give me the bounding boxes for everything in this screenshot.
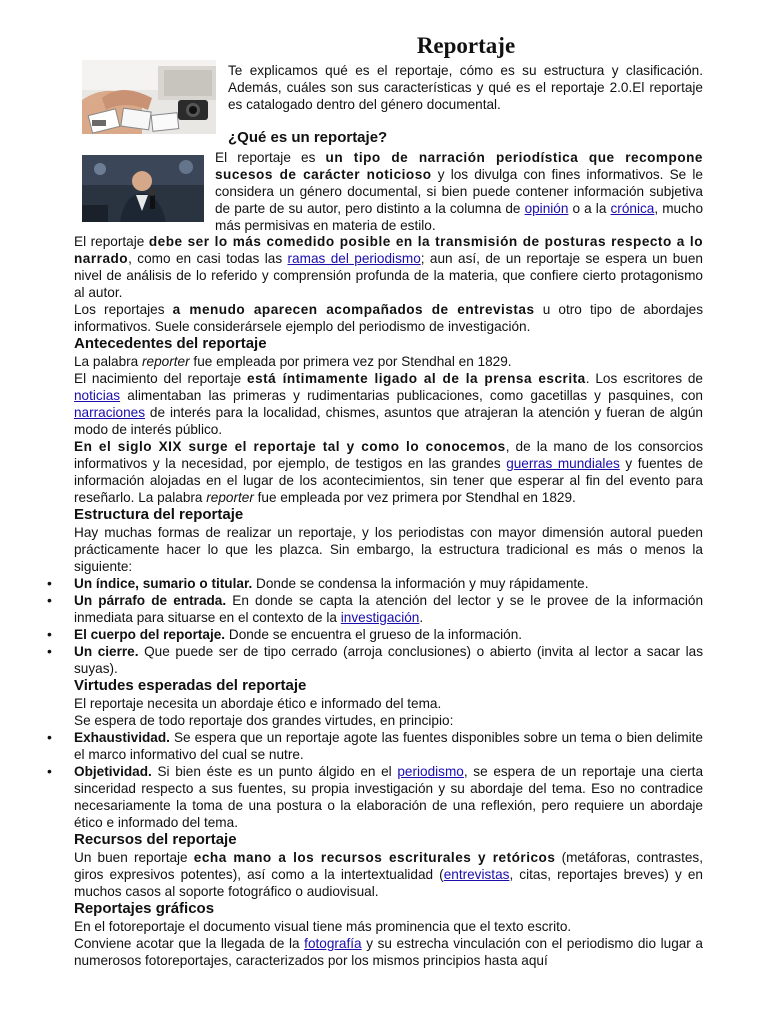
text-run: alimentaban las primeras y rudimentarias publicaciones, como gacetillas y pasquines, con (120, 388, 703, 403)
text-run: y fuentes de información alojadas en el lugar de los acontecimientos, sin tener que esperar al fin del evento para reseñarlo. La palabra (74, 456, 703, 505)
text-run: ; aun así, de un reportaje se espera un buen nivel de análisis de lo referido y comprensión profunda de la materia, que confiere cierto protagonismo al autor. (74, 251, 703, 300)
intro-paragraph (228, 62, 703, 113)
text-run: y su estrecha vinculación con el periodismo dio lugar a numerosos fotoreportajes, caracterizados por los mismos principios hasta aquí (74, 936, 703, 968)
document-title: Reportaje (416, 33, 516, 58)
text-run: Los reportajes (74, 302, 173, 317)
bold-text: debe ser lo más comedido posible en la transmisión de posturas respecto a lo narrado (74, 234, 703, 266)
paragraph-estructura: Hay muchas formas de realizar un reportaje, y los periodistas con mayor dimensión autoral pueden prácticamente hacer lo que les plazca. Sin embargo, la estructura tradicional es más o menos la siguiente: (74, 525, 703, 574)
main-content (74, 233, 703, 969)
link-guerras-mundiales[interactable]: guerras mundiales (506, 456, 620, 471)
list-item (74, 626, 703, 643)
italic-text: reporter (206, 490, 254, 505)
bold-text: Objetividad. (74, 764, 152, 779)
paragraph-virtudes: Se espera de todo reportaje dos grandes virtudes, en principio: (74, 713, 454, 728)
paragraph-nacimiento (74, 370, 703, 438)
paragraph-transmision (74, 233, 703, 301)
text-run: Que puede ser de tipo cerrado (arroja conclusiones) o abierto (invita al lector a sacar las suyas). (74, 644, 703, 676)
bold-text: En el siglo XIX surge el reportaje tal y como lo conocemos (74, 439, 506, 454)
text-run: Un buen reportaje (74, 850, 194, 865)
heading-virtudes: Virtudes esperadas del reportaje (74, 677, 307, 694)
link-cronica[interactable]: crónica (610, 201, 655, 216)
text-run: La palabra (74, 354, 143, 369)
reporter-microphone-image (82, 155, 204, 222)
text-run: (metáforas, contrastes, giros expresivos potentes), así como a la intertextualidad ( (74, 850, 703, 882)
text-run: fue empleada por vez primera por Stendhal en 1829. (253, 490, 576, 505)
bold-text: echa mano a los recursos escriturales y retóricos (193, 850, 556, 865)
text-run: , se espera de un reportaje una cierta sinceridad respecto a sus fuentes, su propia investigación y su abordaje del tema. Eso no contradice necesariamente la toma de una postura o la elaboración de una reflexión, pero requiere un abordaje ético e informado del tema. (74, 764, 704, 830)
paragraph-recursos (74, 849, 703, 900)
link-ramas-periodismo[interactable]: ramas del periodismo (287, 251, 421, 266)
text-run: Si bien éste es un punto álgido en el (151, 764, 398, 779)
virtues-list (74, 729, 703, 831)
list-item (74, 763, 703, 831)
list-item (74, 729, 703, 763)
bold-text: Un párrafo de entrada. (74, 593, 227, 608)
text-run: El reportaje es (215, 150, 326, 165)
link-fotografia[interactable]: fotografía (304, 936, 362, 951)
bold-text: Exhaustividad. (74, 730, 170, 745)
paragraph-fotoreportaje: En el fotoreportaje el documento visual tiene más prominencia que el texto escrito. (74, 919, 572, 934)
bold-text: Un cierre. (74, 644, 139, 659)
text-run: Conviene acotar que la llegada de la (74, 936, 305, 951)
text-run: . Los escritores de (585, 371, 703, 386)
bold-text: Un índice, sumario o titular. (74, 576, 253, 591)
text-run: , mucho más permisivas en materia de estilo. (215, 201, 704, 233)
paragraph-etico: El reportaje necesita un abordaje ético e informado del tema. (74, 696, 442, 711)
list-item (74, 643, 703, 677)
link-noticias[interactable]: noticias (74, 388, 121, 403)
photographer-desk-image (82, 60, 216, 134)
heading-graficos: Reportajes gráficos (74, 900, 215, 917)
intro-text: Te explicamos qué es el reportaje, cómo es su estructura y clasificación. Además, cuáles son sus características y qué es el reportaje 2.0.El reportaje es catalogado dentro del género documental. (228, 63, 703, 112)
bold-text: un tipo de narración periodística que recompone sucesos de carácter noticioso (215, 150, 703, 182)
text-run: Donde se encuentra el grueso de la información. (225, 627, 523, 642)
heading-antecedentes: Antecedentes del reportaje (74, 335, 267, 352)
text-run: de interés para la localidad, chismes, asuntos que atrajeran la atención y fueran de algún modo de interés público. (74, 405, 703, 437)
text-run: Donde se condensa la información y muy rápidamente. (252, 576, 589, 591)
heading-estructura: Estructura del reportaje (74, 506, 244, 523)
heading-recursos: Recursos del reportaje (74, 831, 237, 848)
structure-list (74, 575, 703, 677)
link-periodismo[interactable]: periodismo (397, 764, 464, 779)
text-run: , como en casi todas las (128, 251, 288, 266)
text-run: El reportaje (74, 234, 149, 249)
paragraph-definicion (215, 149, 703, 234)
paragraph-entrevistas (74, 301, 703, 335)
text-run: Se espera que un reportaje agote las fuentes disponibles sobre un tema o bien delimite el marco informativo del cual se nutre. (74, 730, 703, 762)
text-run: El nacimiento del reportaje (74, 371, 248, 386)
link-entrevistas[interactable]: entrevistas (443, 867, 510, 882)
section-heading: ¿Qué es un reportaje? (228, 129, 388, 146)
italic-text: reporter (142, 354, 190, 369)
link-opinion[interactable]: opinión (524, 201, 569, 216)
bold-text: está íntimamente ligado al de la prensa escrita (247, 371, 586, 386)
text-run: o a la (568, 201, 611, 216)
paragraph-fotografia (74, 935, 703, 969)
paragraph-siglo-xix (74, 438, 703, 506)
text-run: fue empleada por primera vez por Stendhal en 1829. (189, 354, 512, 369)
text-run: , de la mano de los consorcios informativos y la necesidad, por ejemplo, de testigos en las grandes (74, 439, 703, 471)
bold-text: El cuerpo del reportaje. (74, 627, 226, 642)
text-run: En donde se capta la atención del lector y se le provee de la información inmediata para situarse en el contexto de la (74, 593, 703, 625)
text-run: u otro tipo de abordajes informativos. Suele considerársele ejemplo del periodismo de investigación. (74, 302, 703, 334)
link-narraciones[interactable]: narraciones (74, 405, 146, 420)
link-investigacion[interactable]: investigación (340, 610, 420, 625)
text-run: , citas, reportajes breves) y en muchos casos al soporte fotográfico o audiovisual. (74, 867, 703, 899)
text-run: . (419, 610, 424, 625)
heading-que-es (228, 129, 703, 147)
paragraph-stendhal (74, 353, 703, 370)
list-item (74, 575, 703, 592)
text-run: y los divulga con fines informativos. Se le considera un género documental, si bien puede contener información subjetiva de parte de su autor, pero distinto a la columna de (215, 167, 703, 216)
bold-text: a menudo aparecen acompañados de entrevistas (172, 302, 535, 317)
list-item (74, 592, 703, 626)
